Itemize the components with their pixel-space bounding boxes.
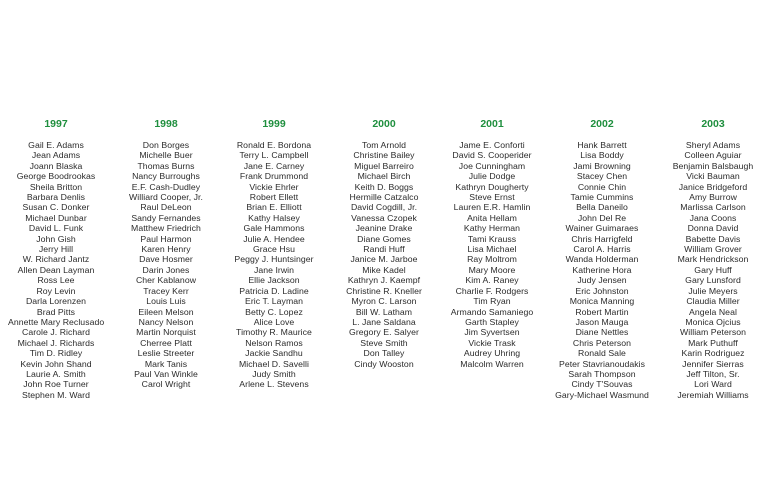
name-item: Gale Hammons	[243, 223, 305, 234]
name-item: Carol A. Harris	[573, 244, 631, 255]
name-item: Sheryl Adams	[685, 140, 741, 150]
name-item: Michael J. Richards	[17, 337, 95, 348]
name-item: Jane E. Carney	[243, 160, 305, 171]
name-item: Monica Ojcius	[685, 316, 741, 327]
name-item: Sheila Britton	[29, 181, 83, 192]
name-item: Malcolm Warren	[460, 358, 524, 369]
name-item: Bella Daneilo	[576, 202, 628, 213]
name-item: Darla Lorenzen	[25, 296, 87, 307]
name-item: Myron C. Larson	[351, 296, 417, 307]
name-item: Donna David	[687, 223, 739, 234]
year-heading: 2001	[480, 118, 504, 130]
name-item: Armando Samaniego	[450, 306, 534, 317]
name-item: Ronald E. Bordona	[236, 140, 312, 150]
name-item: Karen Henry	[141, 244, 191, 255]
name-item: Darin Jones	[142, 264, 190, 275]
name-item: Tracey Kerr	[143, 285, 189, 296]
name-list	[546, 140, 658, 400]
name-item: Grace Hsu	[253, 244, 295, 255]
name-item: Vanessa Czopek	[351, 212, 417, 223]
name-item: Roy Levin	[36, 285, 76, 296]
year-heading: 2000	[372, 118, 396, 130]
name-item: Diane Nettles	[575, 327, 629, 338]
name-item: Raul DeLeon	[140, 202, 192, 213]
name-item: Nancy Burroughs	[132, 171, 200, 182]
name-item: Eric T. Layman	[245, 296, 303, 307]
name-list	[222, 140, 326, 390]
name-item: Julie A. Hendee	[243, 233, 305, 244]
name-item: Tamie Cummins	[570, 192, 634, 203]
name-item: Keith D. Boggs	[354, 181, 414, 192]
name-item: David L. Funk	[28, 223, 84, 234]
name-item: Tom Arnold	[362, 140, 406, 150]
name-item: Janice Bridgeford	[678, 181, 748, 192]
name-item: Frank Drummond	[239, 171, 309, 182]
year-column-1998	[116, 118, 216, 390]
year-heading: 1998	[154, 118, 178, 130]
name-item: Leslie Streeter	[137, 348, 195, 359]
name-item: Gary Lunsford	[685, 275, 741, 286]
name-item: Mark Puthuff	[688, 337, 738, 348]
name-item: Lauren E.R. Hamlin	[453, 202, 531, 213]
name-item: Nelson Ramos	[245, 337, 303, 348]
name-item: Steve Ernst	[469, 192, 515, 203]
name-item: Judy Jensen	[577, 275, 627, 286]
name-item: Ellie Jackson	[248, 275, 300, 286]
name-item: Anita Hellam	[467, 212, 517, 223]
name-item: Connie Chin	[577, 181, 627, 192]
name-item: Allen Dean Layman	[17, 264, 95, 275]
name-item: Lisa Boddy	[580, 150, 624, 161]
name-item: Kevin John Shand	[20, 358, 92, 369]
name-item: Eileen Melson	[138, 306, 194, 317]
name-item: Alice Love	[253, 316, 295, 327]
name-item: E.F. Cash-Dudley	[131, 181, 201, 192]
year-column-2003	[662, 118, 764, 400]
year-column-2002	[546, 118, 658, 400]
name-item: Monica Manning	[569, 296, 635, 307]
name-item: Williard Cooper, Jr.	[129, 192, 203, 203]
name-item: William Peterson	[680, 327, 746, 338]
name-item: Hank Barrett	[577, 140, 627, 150]
name-item: Steve Smith	[360, 337, 408, 348]
name-item: Jason Mauga	[575, 316, 629, 327]
name-item: Peter Stavrianoudakis	[558, 358, 646, 369]
name-item: Tami Krauss	[467, 233, 517, 244]
name-item: Mary Moore	[468, 264, 516, 275]
name-item: David Cogdill, Jr.	[350, 202, 418, 213]
name-item: Peggy J. Huntsinger	[234, 254, 314, 265]
name-item: Jame E. Conforti	[459, 140, 525, 150]
name-item: Jeremiah Williams	[677, 389, 749, 400]
name-item: Jami Browning	[573, 160, 631, 171]
name-item: Vickie Trask	[468, 337, 516, 348]
name-item: Don Borges	[142, 140, 190, 150]
name-item: Don Talley	[363, 348, 405, 359]
name-item: Ray Moltrom	[467, 254, 517, 265]
name-item: Judy Smith	[252, 368, 296, 379]
name-item: Cindy T'Souvas	[571, 379, 633, 390]
name-item: Barbara Denlis	[26, 192, 86, 203]
name-item: Eric Johnston	[575, 285, 629, 296]
name-item: Michael Birch	[357, 171, 411, 182]
name-item: John Del Re	[577, 212, 627, 223]
name-item: Michael D. Savelli	[239, 358, 309, 369]
name-item: John Gish	[36, 233, 76, 244]
name-item: Charlie F. Rodgers	[455, 285, 529, 296]
name-item: Jeff Tilton, Sr.	[686, 368, 740, 379]
year-column-2001	[440, 118, 544, 369]
name-item: Kathryn J. Kaempf	[347, 275, 421, 286]
name-item: Robert Martin	[575, 306, 629, 317]
name-list	[334, 140, 434, 369]
name-item: Randi Huff	[363, 244, 405, 255]
name-item: Gary-Michael Wasmund	[555, 389, 649, 400]
name-item: Amy Burrow	[689, 192, 737, 203]
name-item: Brad Pitts	[36, 306, 76, 317]
name-item: Miguel Barreiro	[354, 160, 414, 171]
name-item: William Grover	[684, 244, 742, 255]
name-item: Jackie Sandhu	[245, 348, 303, 359]
name-item: Thomas Burns	[137, 160, 195, 171]
name-item: Bill W. Latham	[355, 306, 413, 317]
name-item: Cher Kablanow	[135, 275, 197, 286]
name-item: Karin Rodriguez	[681, 348, 745, 359]
name-item: Robert Ellett	[249, 192, 299, 203]
name-item: Joann Blaska	[29, 160, 83, 171]
name-item: Benjamin Balsbaugh	[672, 160, 754, 171]
name-item: Garth Stapley	[465, 316, 519, 327]
year-heading: 1999	[262, 118, 286, 130]
name-item: Wanda Holderman	[565, 254, 639, 265]
name-item: Jennifer Sierras	[682, 358, 744, 369]
name-item: Vicki Bauman	[686, 171, 740, 182]
name-item: L. Jane Saldana	[352, 316, 416, 327]
name-item: Jana Coons	[689, 212, 737, 223]
name-item: Ross Lee	[37, 275, 75, 286]
name-item: Kathy Halsey	[248, 212, 300, 223]
year-heading: 2002	[590, 118, 614, 130]
name-list	[440, 140, 544, 369]
name-item: Gregory E. Salyer	[349, 327, 419, 338]
name-item: Paul Harmon	[140, 233, 192, 244]
name-item: Christine Bailey	[353, 150, 415, 161]
name-item: Louis Luis	[146, 296, 186, 307]
name-item: Stephen M. Ward	[21, 389, 91, 400]
name-item: Patricia D. Ladine	[239, 285, 309, 296]
honor-roll-columns	[0, 118, 768, 498]
name-item: Gail E. Adams	[28, 140, 84, 150]
name-item: Jane Irwin	[253, 264, 295, 275]
name-item: Diane Gomes	[357, 233, 411, 244]
name-item: David S. Cooperider	[452, 150, 532, 161]
year-heading: 2003	[701, 118, 725, 130]
year-column-1997	[8, 118, 104, 400]
name-item: Mark Tanis	[144, 358, 188, 369]
name-item: Kim A. Raney	[465, 275, 519, 286]
name-item: Angela Neal	[689, 306, 737, 317]
name-item: Betty C. Lopez	[245, 306, 303, 317]
name-item: Carole J. Richard	[22, 327, 90, 338]
name-item: Babette Davis	[685, 233, 741, 244]
name-item: Tim Ryan	[473, 296, 511, 307]
name-item: John Roe Turner	[23, 379, 89, 390]
name-item: Cindy Wooston	[354, 358, 414, 369]
name-item: Michael Dunbar	[25, 212, 87, 223]
name-item: Matthew Friedrich	[131, 223, 201, 234]
name-item: Gary Huff	[694, 264, 732, 275]
name-item: Lori Ward	[694, 379, 732, 390]
name-item: Sarah Thompson	[568, 368, 636, 379]
name-item: Jerry Hill	[38, 244, 74, 255]
name-item: Paul Van Winkle	[134, 368, 198, 379]
name-item: Terry L. Campbell	[239, 150, 309, 161]
name-item: Vickie Ehrler	[249, 181, 299, 192]
name-item: Christine R. Kneller	[346, 285, 422, 296]
name-item: Nancy Nelson	[138, 316, 194, 327]
name-item: Arlene L. Stevens	[239, 379, 309, 390]
name-item: Jean Adams	[31, 150, 81, 161]
name-item: Janice M. Jarboe	[350, 254, 418, 265]
name-item: Brian E. Elliott	[246, 202, 302, 213]
name-item: Julie Dodge	[468, 171, 516, 182]
name-item: Tim D. Ridley	[29, 348, 83, 359]
name-item: Mark Hendrickson	[677, 254, 749, 265]
name-item: Colleen Aguiar	[684, 150, 742, 161]
name-item: Audrey Uhring	[463, 348, 521, 359]
name-item: Katherine Hora	[572, 264, 632, 275]
year-column-1999	[222, 118, 326, 390]
name-item: Claudia Miller	[686, 296, 740, 307]
name-item: Annette Mary Reclusado	[8, 316, 105, 327]
name-item: Michelle Buer	[139, 150, 193, 161]
name-list	[662, 140, 764, 400]
name-item: Mike Kadel	[362, 264, 406, 275]
year-column-2000	[334, 118, 434, 369]
name-item: Wainer Guimaraes	[565, 223, 639, 234]
name-item: Julie Meyers	[688, 285, 738, 296]
name-item: Jeanine Drake	[355, 223, 413, 234]
name-item: Susan C. Donker	[22, 202, 90, 213]
name-item: Kathy Herman	[463, 223, 521, 234]
name-item: Cherree Platt	[140, 337, 192, 348]
name-item: Hermille Catzalco	[349, 192, 419, 203]
year-heading: 1997	[44, 118, 68, 130]
name-item: Sandy Fernandes	[131, 212, 201, 223]
name-item: Marlissa Carlson	[680, 202, 746, 213]
name-item: Martin Norquist	[136, 327, 196, 338]
name-list	[8, 140, 104, 400]
name-item: Jim Syvertsen	[464, 327, 520, 338]
name-item: Timothy R. Maurice	[236, 327, 312, 338]
name-item: Ronald Sale	[578, 348, 626, 359]
name-list	[116, 140, 216, 390]
name-item: Kathryn Dougherty	[455, 181, 529, 192]
name-item: Chris Peterson	[572, 337, 632, 348]
name-item: W. Richard Jantz	[22, 254, 90, 265]
name-item: Stacey Chen	[576, 171, 628, 182]
name-item: Laurie A. Smith	[26, 368, 86, 379]
name-item: George Boodrookas	[16, 171, 96, 182]
name-item: Carol Wright	[141, 379, 191, 390]
name-item: Dave Hosmer	[139, 254, 193, 265]
name-item: Chris Harrigfeld	[571, 233, 633, 244]
name-item: Joe Cunningham	[458, 160, 526, 171]
name-item: Lisa Michael	[467, 244, 517, 255]
